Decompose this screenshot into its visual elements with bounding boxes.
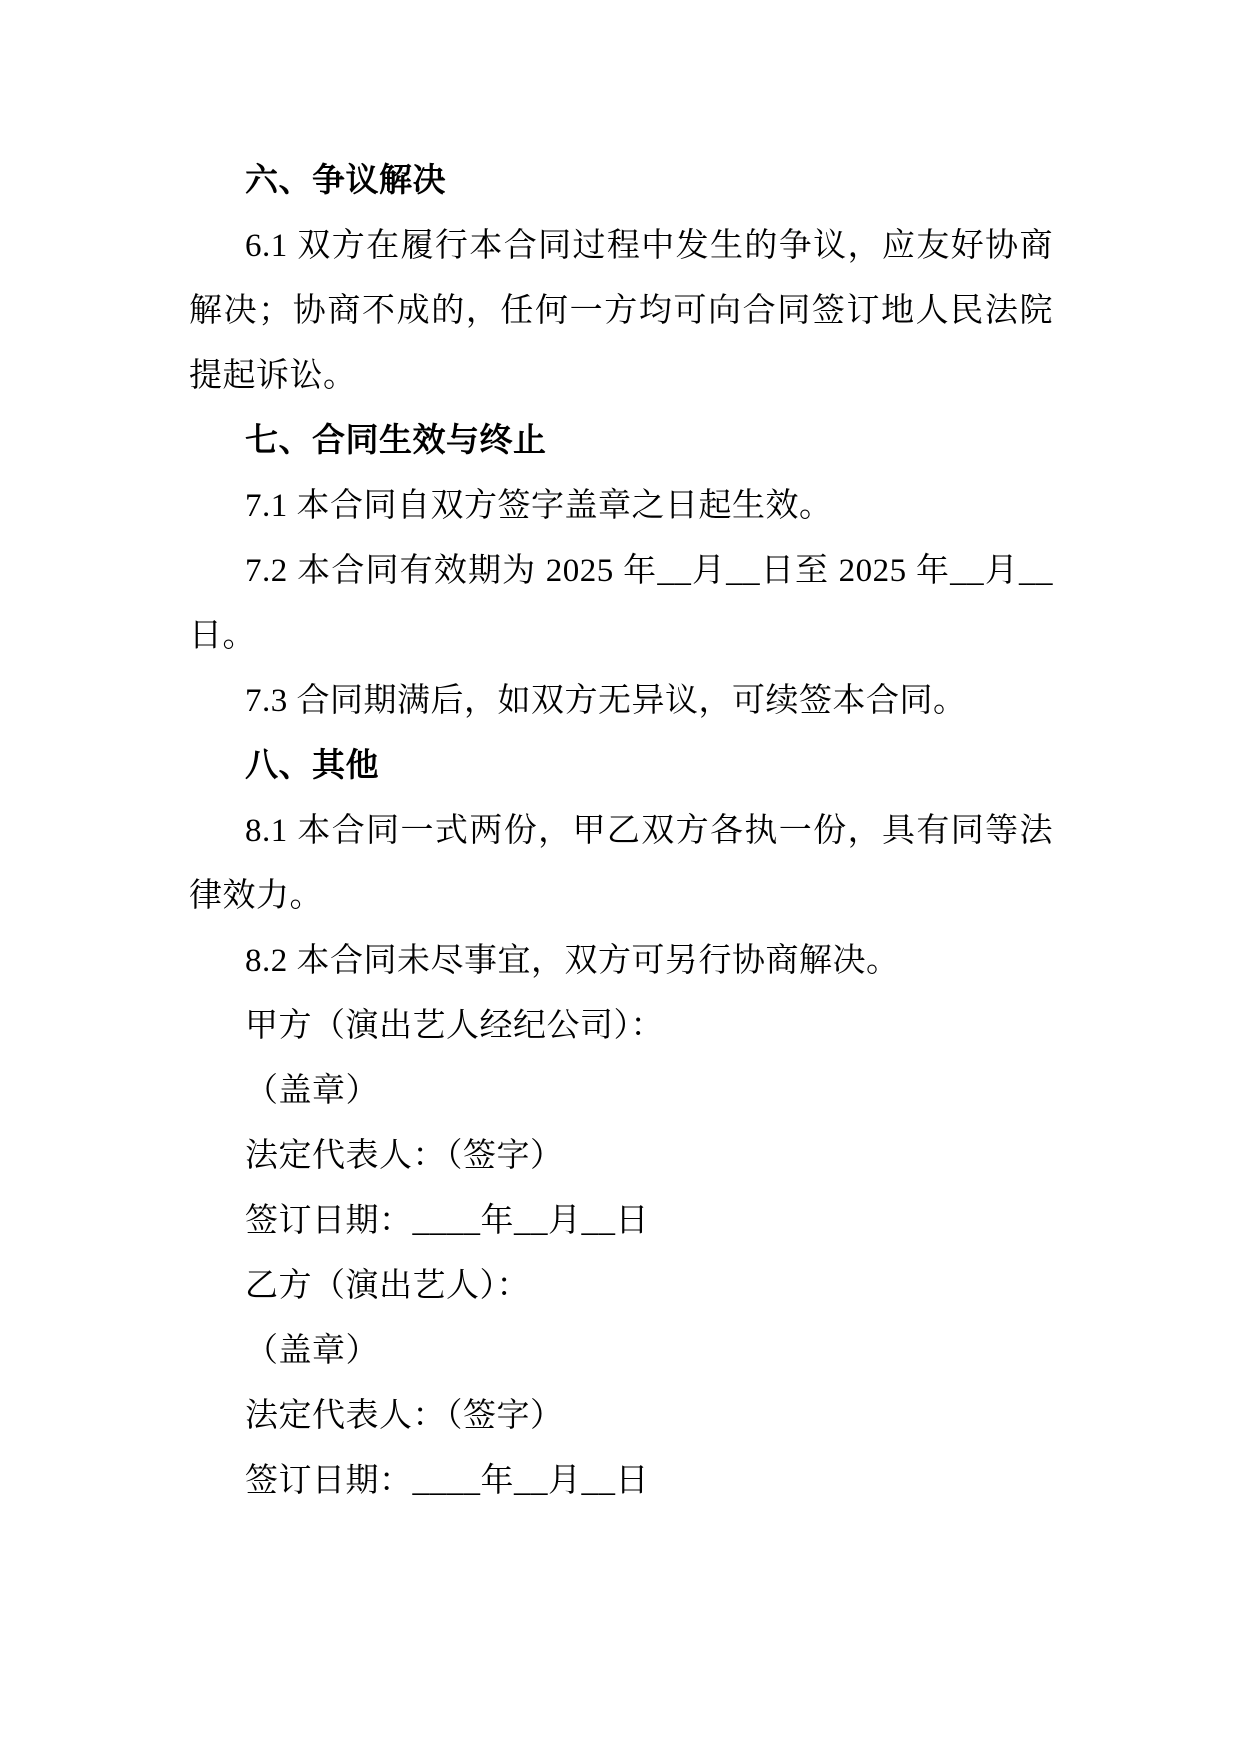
contract-paragraph: （盖章）: [245, 1073, 379, 1109]
contract-text-block: [189, 149, 1053, 1514]
contract-paragraph: 6.1 双方在履行本合同过程中发生的争议，应友好协商解决；协商不成的，任何一方均可向合同签订地人民法院提起诉讼。: [189, 228, 1053, 394]
contract-paragraph: 7.2 本合同有效期为 2025 年__月__日至 2025 年__月__日。: [189, 553, 1053, 654]
contract-paragraph: 8.1 本合同一式两份，甲乙双方各执一份，具有同等法律效力。: [189, 813, 1053, 914]
contract-paragraph: 法定代表人：（签字）: [245, 1398, 564, 1434]
contract-paragraph: 甲方（演出艺人经纪公司）：: [245, 1008, 664, 1044]
contract-paragraph: 8.2 本合同未尽事宜，双方可另行协商解决。: [245, 943, 900, 979]
contract-paragraph: 法定代表人：（签字）: [245, 1138, 564, 1174]
contract-paragraph: 签订日期：____年__月__日: [245, 1463, 649, 1499]
contract-paragraph: 7.3 合同期满后，如双方无异议，可续签本合同。: [245, 683, 967, 719]
contract-paragraph: （盖章）: [245, 1333, 379, 1369]
contract-paragraph: 乙方（演出艺人）：: [245, 1268, 530, 1304]
contract-section-heading: 八、其他: [245, 748, 379, 784]
contract-section-heading: 七、合同生效与终止: [245, 423, 547, 459]
contract-paragraph: 签订日期：____年__月__日: [245, 1203, 649, 1239]
contract-paragraph: 7.1 本合同自双方签字盖章之日起生效。: [245, 488, 833, 524]
contract-section-heading: 六、争议解决: [245, 163, 446, 199]
